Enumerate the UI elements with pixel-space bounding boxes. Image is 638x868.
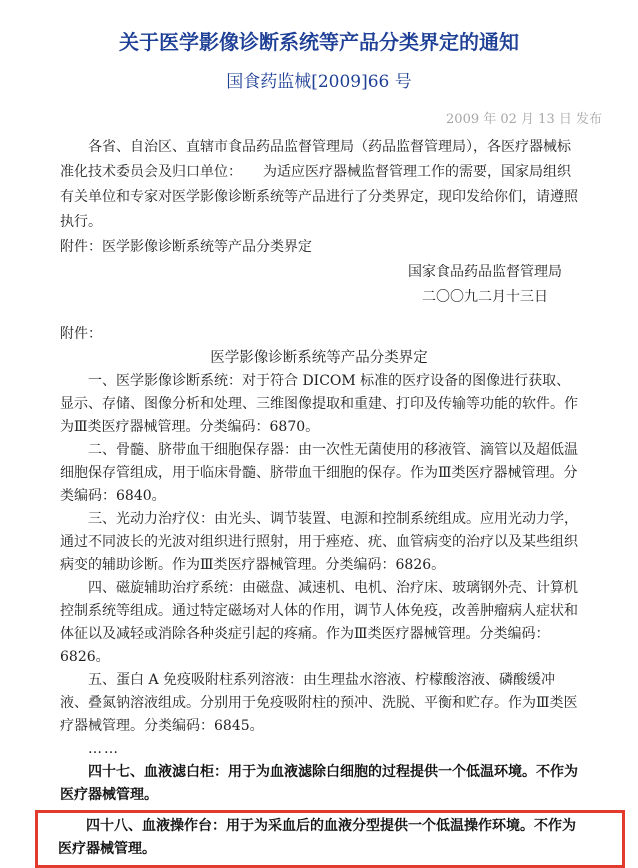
- opening-paragraph: 各省、自治区、直辖市食品药品监督管理局（药品监督管理局），各医疗器械标准化技术委员会及归口单位： 为适应医疗器械监督管理工作的需要，国家局组织有关单位和专家对医学影像诊断系统等产品进行了分类界定，现印发给你们，请遵照执行。: [60, 139, 578, 230]
- items-ellipsis: ……: [88, 741, 120, 757]
- classification-item: 二、骨髓、脐带血干细胞保存器：由一次性无菌使用的移液管、滴管以及超低温细胞保存管组成，用于临床骨髓、脐带血干细胞的保存。作为Ⅲ类医疗器械管理。分类编码：6840。: [60, 442, 578, 504]
- publish-date: 2009 年 02 月 13 日 发布: [446, 112, 602, 127]
- classification-item: 三、光动力治疗仪：由光头、调节装置、电源和控制系统组成。应用光动力学，通过不同波长的光波对组织进行照射，用于痤疮、疣、血管病变的治疗以及某些组织病变的辅助诊断。作为Ⅲ类医疗器械管理。分类编码：6826。: [60, 511, 578, 573]
- issue-date-chinese: 二〇〇九二月十三日: [422, 289, 548, 305]
- classification-item: 五、蛋白 A 免疫吸附柱系列溶液：由生理盐水溶液、柠檬酸溶液、磷酸缓冲液、叠氮钠溶液组成。分别用于免疫吸附柱的预冲、洗脱、平衡和贮存。作为Ⅲ类医疗器械管理。分类编码：6845。: [60, 672, 578, 734]
- classification-item: 一、医学影像诊断系统：对于符合 DICOM 标准的医疗设备的图像进行获取、显示、存储、图像分析和处理、三维图像提取和重建、打印及传输等功能的软件。作为Ⅲ类医疗器械管理。分类编码：6870。: [60, 373, 578, 435]
- attachment-reference-line: 附件：医学影像诊断系统等产品分类界定: [60, 239, 312, 255]
- attachment-title: 医学影像诊断系统等产品分类界定: [210, 350, 428, 366]
- document-title: 关于医学影像诊断系统等产品分类界定的通知: [119, 30, 519, 54]
- classification-items-list: [60, 370, 578, 868]
- attachment-label: 附件：: [60, 326, 102, 342]
- signature-inner: [408, 260, 562, 310]
- issuing-authority: 国家食品药品监督管理局: [408, 264, 562, 280]
- classification-item-highlighted: 四十八、血液操作台：用于为采血后的血液分型提供一个低温操作环境。不作为医疗器械管理。: [35, 810, 625, 868]
- document-number: 国食药监械[2009]66 号: [226, 72, 412, 92]
- classification-item: 四、磁旋辅助治疗系统：由磁盘、减速机、电机、治疗床、玻璃钢外壳、计算机控制系统等组成。通过特定磁场对人体的作用，调节人体免疫，改善肿瘤病人症状和体征以及减轻或消除各种炎症引起的疼痛。作为Ⅲ类医疗器械管理。分类编码：6826。: [60, 580, 578, 665]
- signature-block: [60, 260, 578, 310]
- classification-item: 四十七、血液滤白柜：用于为血液滤除白细胞的过程提供一个低温环境。不作为医疗器械管理。: [60, 764, 578, 803]
